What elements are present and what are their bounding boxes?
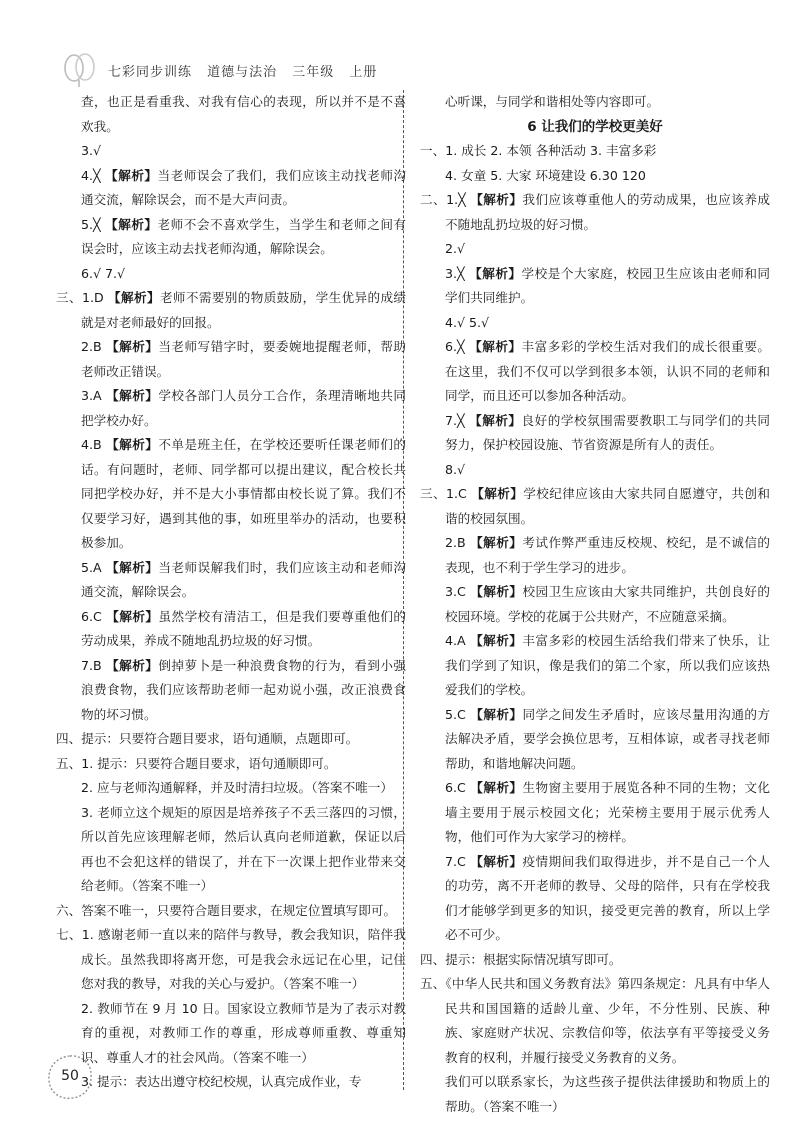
analysis-tag: 【解析】 xyxy=(105,167,158,183)
answer-item: 7.B 【解析】倒掉萝卜是一种浪费食物的行为，看到小强浪费食物，我们应该帮助老师一起劝说小强，改正浪费食物的坏习惯。 xyxy=(81,657,406,722)
answer-text: 3. 老师立这个规矩的原因是培养孩子不丢三落四的习惯，所以首先应该理解老师，然后认真向老师道歉，保证以后再也不会犯这样的错误了，并在下一次课上把作业带来交给老师。（答案不唯一） xyxy=(81,804,406,893)
answer-item: 2.B 【解析】当老师写错字时，要委婉地提醒老师，帮助老师改正错误。 xyxy=(81,339,406,379)
answer-item: 6.C 【解析】虽然学校有清洁工，但是我们要尊重他们的劳动成果，养成不随地乱扔垃圾的好习惯。 xyxy=(81,608,407,648)
analysis-tag: 【解析】 xyxy=(106,339,159,354)
answer-text: 6.√ 7.√ xyxy=(81,265,126,281)
analysis-tag: 【解析】 xyxy=(471,486,524,501)
page-number: 50 xyxy=(44,1052,96,1104)
left-column xyxy=(56,90,406,1095)
answer-text: 3.√ xyxy=(81,143,102,158)
answer-text: 2. 教师节在 9 月 10 日。国家设立教师节是为了表示对教育的重视，对教师工作的尊重，形成尊师重教、尊重知识、尊重人才的社会风尚。（答案不唯一） xyxy=(81,1000,406,1065)
answer-text: 8.√ xyxy=(445,461,466,477)
answer-item: 5.╳ 【解析】老师不会不喜欢学生，当学生和老师之间有误会时，应该主动去找老师沟通，解除误会。 xyxy=(81,216,407,256)
answer-item: 7.╳ 【解析】良好的学校氛围需要教职工与同学们的共同努力，保护校园设施、节省资源是所有人的责任。 xyxy=(445,412,771,452)
answer-text: 五、《中华人民共和国义务教育法》第四条规定：凡具有中华人民共和国国籍的适龄儿童、少年，不分性别、民族、种族、家庭财产状况、宗教信仰等，依法享有平等接受义务教育的权利，并履行接受义务教育的义务。 xyxy=(420,976,770,1065)
answer-text: 4. 女童 5. 大家 环境建设 6.30 120 xyxy=(445,167,646,183)
answer-item: 3.A 【解析】学校各部门人员分工合作，条理清晰地共同把学校办好。 xyxy=(81,388,407,428)
answer-item: 3.C 【解析】校园卫生应该由大家共同维护，共创良好的校园环境。学校的花属于公共财产，不应随意采摘。 xyxy=(445,584,771,624)
analysis-tag: 【解析】 xyxy=(470,706,523,722)
answer-text: 五、1. 提示：只要符合题目要求，语句通顺即可。 xyxy=(56,755,337,771)
header-title: 七彩同步训练 道德与法治 三年级 上册 xyxy=(108,64,378,80)
answer-text: 一、1. 成长 2. 本领 各种活动 3. 丰富多彩 xyxy=(420,143,657,158)
answer-text: 查，也正是看重我、对我有信心的表现，所以并不是不喜欢我。 xyxy=(81,94,406,134)
answer-text: 四、提示：只要符合题目要求，语句通顺，点题即可。 xyxy=(56,731,359,746)
analysis-tag: 【解析】 xyxy=(470,853,523,869)
analysis-tag: 【解析】 xyxy=(470,192,523,207)
answer-text: 七、1. 感谢老师一直以来的陪伴与教导，教会我知识，陪伴我成长。虽然我即将离开您，可是我会永远记在心里，记住您对我的教导，对我的关心与爱护。（答案不唯一） xyxy=(56,927,406,991)
answer-item: 6.╳ 【解析】丰富多彩的学校生活对我们的成长很重要。在这里，我们不仅可以学到很多本领，认识不同的老师和同学，而且还可以参加各种活动。 xyxy=(445,339,771,403)
answer-item: 4.B 【解析】不单是班主任，在学校还要听任课老师们的话。有问题时，老师、同学都可以提出建议，配合校长共同把学校办好，并不是大小事情都由校长说了算。我们不仅要学习好，遇到其他的事，如班里举办的活动，也要积极参加。 xyxy=(81,437,406,550)
analysis-tag: 【解析】 xyxy=(469,339,522,354)
analysis-tag: 【解析】 xyxy=(470,633,523,648)
answer-text: 2. 应与老师沟通解释，并及时清扫垃圾。（答案不唯一） xyxy=(81,780,393,795)
answer-text: 我们可以联系家长，为这些孩子提供法律援助和物质上的帮助。（答案不唯一） xyxy=(445,1074,770,1114)
analysis-tag: 【解析】 xyxy=(470,780,523,795)
answer-item: 2.B 【解析】考试作弊严重违反校规、校纪，是不诚信的表现，也不利于学生学习的进步。 xyxy=(445,535,770,575)
answer-text: 六、答案不唯一，只要符合题目要求，在规定位置填写即可。 xyxy=(56,902,397,918)
answer-item: 4.A 【解析】丰富多彩的校园生活给我们带来了快乐，让我们学到了知识，像是我们的第二个家，所以我们应该热爱我们的学校。 xyxy=(445,633,771,697)
answer-text: 4.√ 5.√ xyxy=(445,314,490,330)
answer-item: 二、1.╳ 【解析】我们应该尊重他人的劳动成果，也应该养成不随地乱扔垃圾的好习惯。 xyxy=(420,192,771,232)
section-title: 6 让我们的学校更美好 xyxy=(527,118,663,135)
analysis-tag: 【解析】 xyxy=(470,584,523,599)
answer-text: 心听课，与同学和谐相处等内容即可。 xyxy=(445,94,660,109)
analysis-tag: 【解析】 xyxy=(106,559,159,575)
page-header xyxy=(60,50,760,90)
analysis-tag: 【解析】 xyxy=(469,412,522,428)
analysis-tag: 【解析】 xyxy=(106,437,159,452)
analysis-tag: 【解析】 xyxy=(106,608,159,624)
analysis-tag: 【解析】 xyxy=(108,290,160,305)
answer-item: 5.C 【解析】同学之间发生矛盾时，应该尽量用沟通的方法解决矛盾，要学会换位思考，互相体谅，或者寻找老师帮助，和谐地解决问题。 xyxy=(445,706,771,771)
analysis-tag: 【解析】 xyxy=(470,535,523,550)
answer-item: 三、1.C 【解析】学校纪律应该由大家共同自愿遵守，共创和谐的校园氛围。 xyxy=(420,486,771,526)
answer-text: 2.√ xyxy=(445,241,466,256)
answer-item: 4.╳ 【解析】当老师误会了我们，我们应该主动找老师沟通交流，解除误会，而不是大声问责。 xyxy=(81,167,407,207)
analysis-tag: 【解析】 xyxy=(106,388,159,403)
answer-text: 3. 提示：表达出遵守校纪校规，认真完成作业，专 xyxy=(81,1074,362,1089)
right-column xyxy=(420,90,770,1119)
analysis-tag: 【解析】 xyxy=(469,265,522,281)
answer-item: 3.╳ 【解析】学校是个大家庭，校园卫生应该由老师和同学们共同维护。 xyxy=(445,265,771,305)
book-logo-icon xyxy=(60,52,100,88)
answer-item: 5.A 【解析】当老师误解我们时，我们应该主动和老师沟通交流，解除误会。 xyxy=(81,559,407,599)
analysis-tag: 【解析】 xyxy=(106,657,159,673)
answer-item: 三、1.D 【解析】老师不需要别的物质鼓励，学生优异的成绩就是对老师最好的回报。 xyxy=(56,290,407,330)
answer-text: 四、提示：根据实际情况填写即可。 xyxy=(420,951,622,967)
analysis-tag: 【解析】 xyxy=(105,216,158,232)
answer-item: 7.C 【解析】疫情期间我们取得进步，并不是自己一个人的功劳，离不开老师的教导、父母的陪伴，只有在学校我们才能够学到更多的知识，接受更完善的教育，所以上学必不可少。 xyxy=(445,853,771,942)
answer-item: 6.C 【解析】生物窗主要用于展览各种不同的生物；文化墙主要用于展示校园文化；光荣榜主要用于展示优秀人物，他们可作为大家学习的榜样。 xyxy=(445,780,771,844)
